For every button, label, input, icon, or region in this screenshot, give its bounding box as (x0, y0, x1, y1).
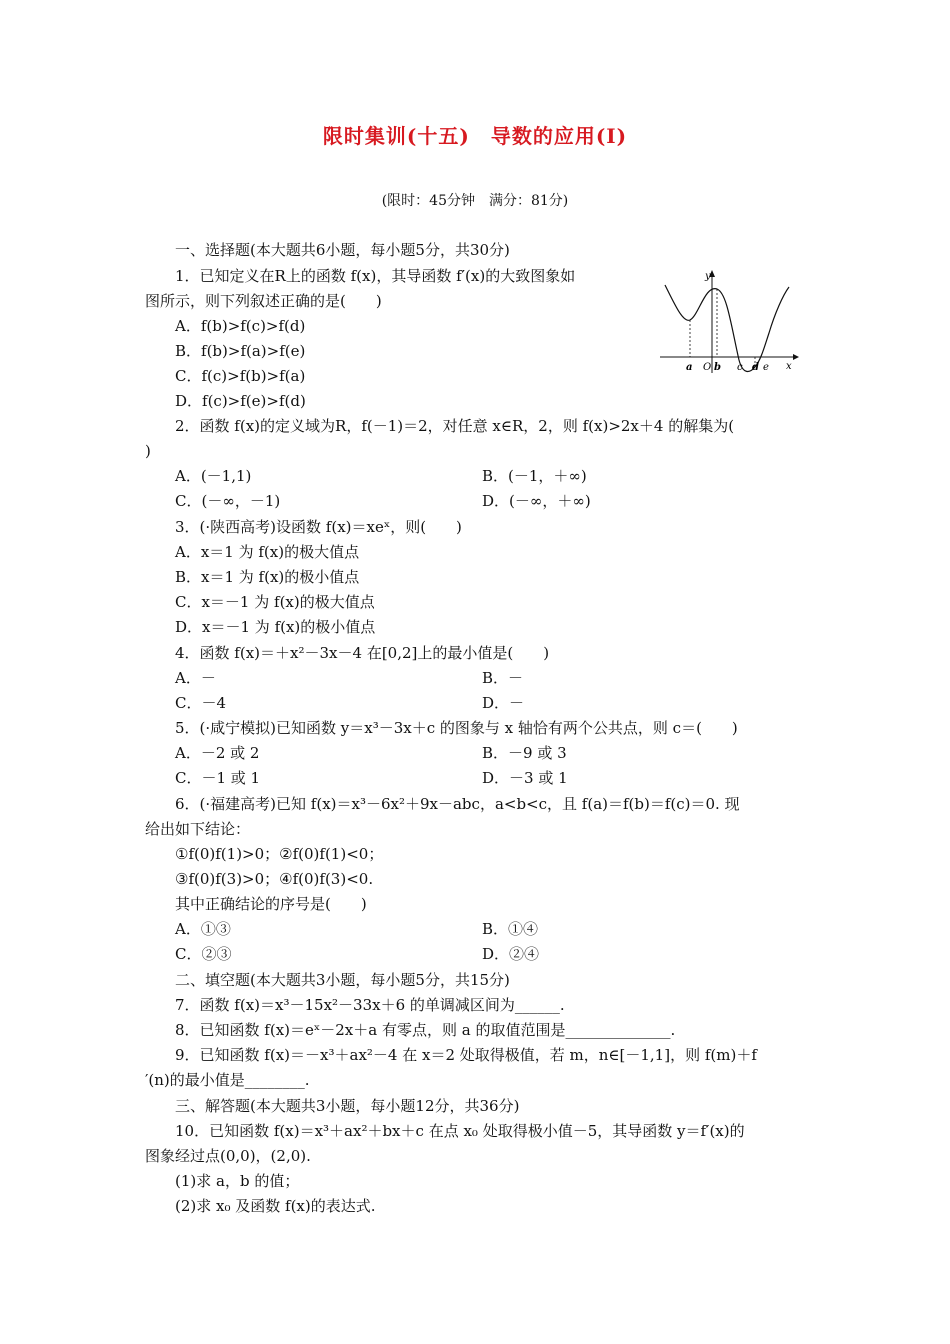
q1-option-d: D．f(c)>f(e)>f(d) (175, 392, 306, 410)
q6-conclusions-1: ①f(0)f(1)>0；②f(0)f(1)<0； (175, 845, 384, 863)
point-label-d: d (752, 362, 759, 373)
y-label: y (705, 271, 711, 282)
q5-option-d: D．－3 或 1 (482, 769, 568, 787)
derivative-graph-figure (655, 265, 800, 377)
q10-stem-line1: 10．已知函数 f(x)＝x³＋ax²＋bx＋c 在点 x₀ 处取得极小值－5，其导函数 y＝f′(x)的 (175, 1122, 745, 1140)
q6-option-d: D．②④ (482, 945, 540, 963)
derivative-curve (665, 285, 789, 371)
q2-stem-line1: 2．函数 f(x)的定义域为R，f(－1)＝2，对任意 x∈R，2，则 f(x)>2x＋4 的解集为( (175, 417, 735, 435)
q2-option-c: C．(－∞，－1) (175, 492, 281, 510)
q2-option-a: A．(－1,1) (175, 467, 252, 485)
q1-option-c: C．f(c)>f(b)>f(a) (175, 367, 306, 385)
point-label-b: b (714, 362, 721, 373)
x-label: x (786, 361, 792, 372)
q1-option-a: A．f(b)>f(c)>f(d) (175, 317, 306, 335)
q4-stem: 4．函数 f(x)＝＋x²－3x－4 在[0,2]上的最小值是( ) (175, 644, 550, 662)
q4-option-d: D．－ (482, 694, 525, 712)
q4-option-b: B．－ (482, 669, 524, 687)
q6-option-b: B．①④ (482, 920, 539, 938)
q1-stem-line1: 1．已知定义在R上的函数 f(x)，其导函数 f′(x)的大致图象如 (175, 267, 576, 285)
q10-part2: (2)求 x₀ 及函数 f(x)的表达式. (175, 1197, 376, 1215)
q3-stem: 3．(·陕西高考)设函数 f(x)＝xeˣ，则( ) (175, 518, 462, 536)
q5-stem: 5．(·咸宁模拟)已知函数 y＝x³－3x＋c 的图象与 x 轴恰有两个公共点，则 c＝( ) (175, 719, 738, 737)
q6-option-a: A．①③ (175, 920, 231, 938)
page-title: 限时集训(十五) 导数的应用(Ⅰ) (322, 124, 628, 148)
q6-conclusions-2: ③f(0)f(3)>0；④f(0)f(3)<0. (175, 870, 374, 888)
q10-part1: (1)求 a，b 的值； (175, 1172, 300, 1190)
x-axis-arrow (793, 354, 799, 360)
point-label-c: c (737, 362, 743, 373)
q3-option-a: A．x＝1 为 f(x)的极大值点 (175, 543, 360, 561)
q4-option-a: A．－ (175, 669, 216, 687)
section-heading-choice: 一、选择题(本大题共6小题，每小题5分，共30分) (175, 241, 510, 259)
point-label-o: O (703, 362, 712, 373)
q10-stem-line2: 图象经过点(0,0)，(2,0). (145, 1147, 311, 1165)
q9-stem-line2: ′(n)的最小值是________. (145, 1071, 310, 1089)
section-heading-fill: 二、填空题(本大题共3小题，每小题5分，共15分) (175, 971, 510, 989)
q5-option-b: B．－9 或 3 (482, 744, 567, 762)
q4-option-c: C．－4 (175, 694, 227, 712)
q1-stem-line2: 图所示，则下列叙述正确的是( ) (145, 292, 382, 310)
section-heading-solve: 三、解答题(本大题共3小题，每小题12分，共36分) (175, 1097, 520, 1115)
q6-question: 其中正确结论的序号是( ) (175, 895, 367, 913)
q2-stem-line2: ) (145, 442, 151, 460)
q1-option-b: B．f(b)>f(a)>f(e) (175, 342, 306, 360)
q5-option-c: C．－1 或 1 (175, 769, 261, 787)
q3-option-b: B．x＝1 为 f(x)的极小值点 (175, 568, 360, 586)
point-label-e: e (763, 362, 769, 373)
q3-option-d: D．x＝－1 为 f(x)的极小值点 (175, 618, 376, 636)
q6-stem-line1: 6．(·福建高考)已知 f(x)＝x³－6x²＋9x－abc，a<b<c，且 f(a)＝f(b)＝f(c)＝0. 现 (175, 795, 740, 813)
q6-stem-line2: 给出如下结论： (145, 820, 251, 838)
q5-option-a: A．－2 或 2 (175, 744, 260, 762)
q8-stem: 8．已知函数 f(x)＝eˣ－2x＋a 有零点，则 a 的取值范围是______________. (175, 1021, 676, 1039)
q2-option-d: D．(－∞，＋∞) (482, 492, 591, 510)
page-subtitle: (限时：45分钟 满分：81分) (381, 193, 569, 209)
q2-option-b: B．(－1，＋∞) (482, 467, 587, 485)
q9-stem-line1: 9．已知函数 f(x)＝－x³＋ax²－4 在 x＝2 处取得极值，若 m，n∈[－1,1]，则 f(m)＋f (175, 1046, 757, 1064)
q7-stem: 7．函数 f(x)＝x³－15x²－33x＋6 的单调减区间为______. (175, 996, 565, 1014)
q6-option-c: C．②③ (175, 945, 232, 963)
q3-option-c: C．x＝－1 为 f(x)的极大值点 (175, 593, 375, 611)
point-label-a: a (686, 362, 693, 373)
